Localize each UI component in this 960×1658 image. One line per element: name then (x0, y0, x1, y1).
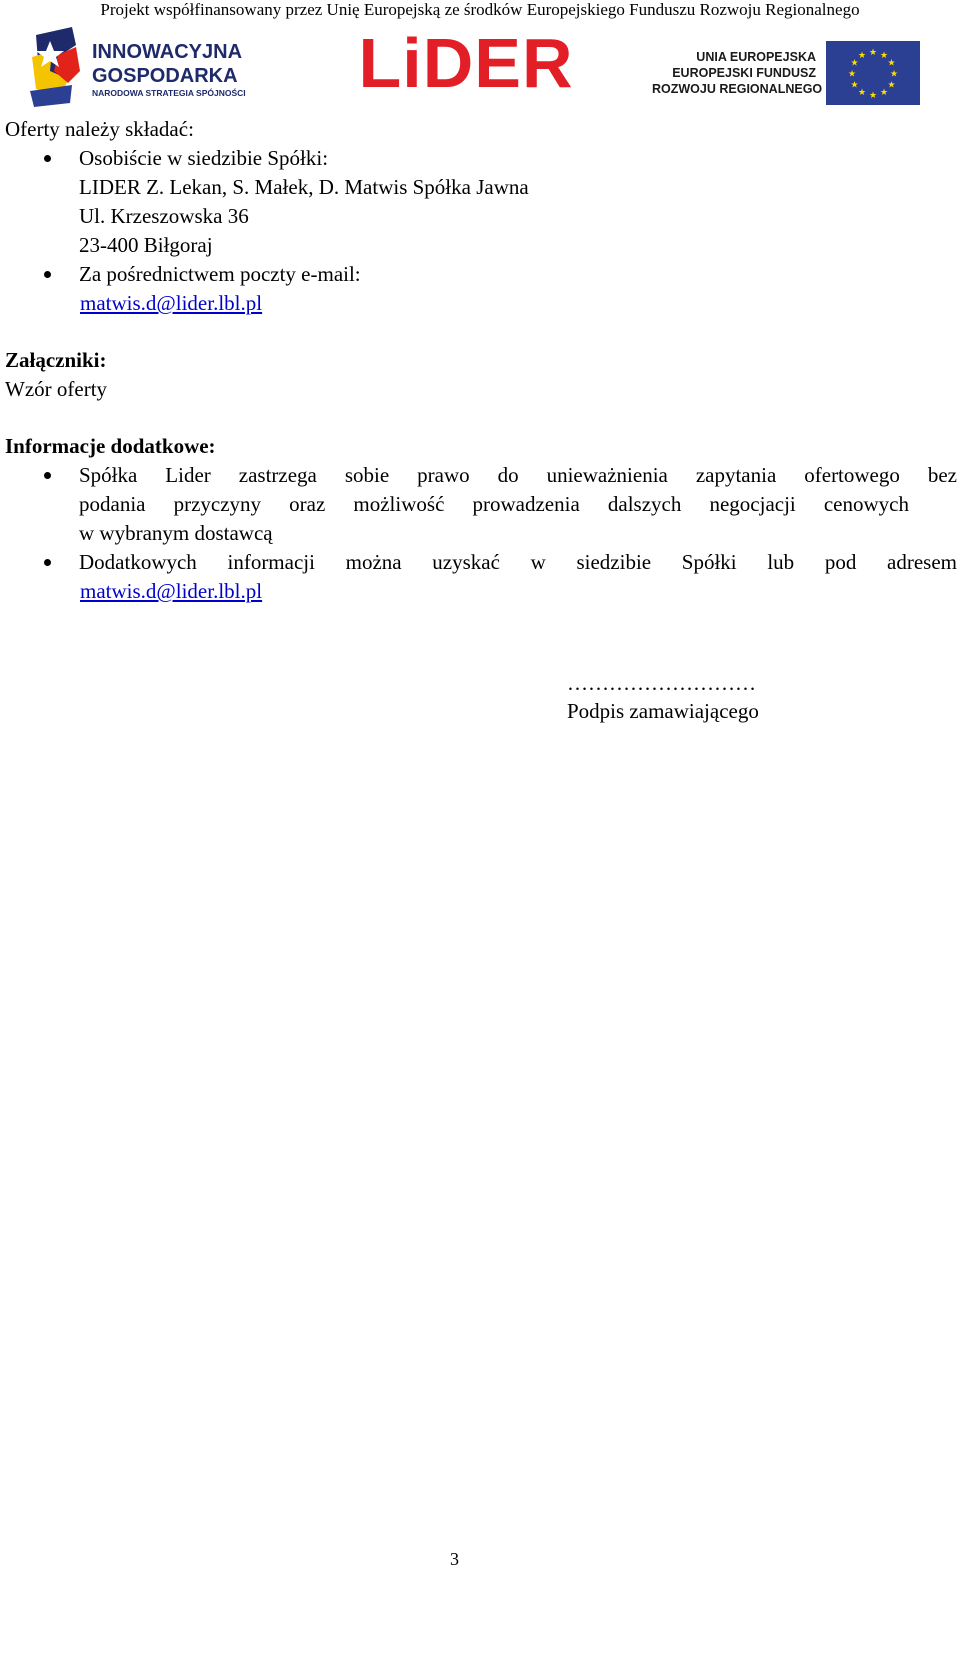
list-item (5, 548, 957, 577)
innowacyjna-gospodarka-logo (28, 27, 284, 109)
offers-email-link[interactable]: matwis.d@lider.lbl.pl (80, 291, 263, 315)
offers-heading: Oferty należy składać: (5, 117, 194, 141)
logo-ig-line1: INNOWACYJNA (92, 41, 243, 63)
svg-text:★: ★ (889, 69, 899, 80)
list-item (5, 260, 957, 289)
additional-item1-line2: podania przyczyny oraz możliwość prowadzenia dalszych negocjacji cenowych (79, 492, 909, 516)
signature-dots: ……………………… (567, 671, 756, 695)
attachments-item: Wzór oferty (5, 377, 108, 401)
additional-item2-line1: Dodatkowych informacji można uzyskać w siedzibie Spółki lub pod adresem (79, 550, 957, 574)
eu-fund-logo (652, 41, 920, 105)
address-line-city: 23-400 Biłgoraj (79, 233, 213, 257)
bullet-icon (44, 155, 51, 162)
svg-text:★: ★ (887, 80, 896, 91)
svg-text:★: ★ (847, 69, 857, 80)
page-number: 3 (450, 1549, 459, 1569)
offers-item-personal: Osobiście w siedzibie Spółki: (79, 146, 329, 170)
additional-item1-line3: w wybranym dostawcą (79, 521, 273, 545)
lider-logo (344, 31, 589, 97)
address-line-company: LIDER Z. Lekan, S. Małek, D. Matwis Spółka Jawna (79, 175, 529, 199)
logo-ig-line3: NARODOWA STRATEGIA SPÓJNOŚCI (92, 88, 246, 98)
bullet-icon (44, 472, 51, 479)
signature-label: Podpis zamawiającego (567, 699, 759, 723)
eu-logo-line3: ROZWOJU REGIONALNEGO (652, 82, 823, 96)
list-item (5, 461, 957, 490)
eu-logo-line1: UNIA EUROPEJSKA (696, 50, 816, 64)
svg-text:★: ★ (879, 88, 889, 98)
lider-logo-text: LiDER (358, 31, 574, 97)
document-body (5, 115, 957, 606)
svg-text:★: ★ (887, 58, 896, 69)
additional-email-link[interactable]: matwis.d@lider.lbl.pl (80, 579, 263, 603)
offers-item-email: Za pośrednictwem poczty e-mail: (79, 262, 361, 286)
svg-text:★: ★ (868, 48, 878, 58)
logo-ig-line2: GOSPODARKA (92, 65, 238, 87)
cofinancing-note: Projekt współfinansowany przez Unię Europejską ze środków Europejskiego Funduszu Rozwoju Regionalnego (100, 0, 860, 19)
svg-text:★: ★ (857, 51, 867, 61)
additional-info-heading: Informacje dodatkowe: (5, 434, 216, 458)
bullet-icon (44, 271, 51, 278)
svg-text:★: ★ (879, 51, 889, 61)
svg-text:★: ★ (868, 91, 878, 101)
list-item (5, 144, 957, 173)
svg-text:★: ★ (850, 58, 859, 69)
bullet-icon (44, 559, 51, 566)
svg-text:★: ★ (850, 80, 859, 91)
eu-logo-line2: EUROPEJSKI FUNDUSZ (672, 66, 816, 80)
svg-text:★: ★ (857, 88, 867, 98)
attachments-heading: Załączniki: (5, 348, 107, 372)
address-line-street: Ul. Krzeszowska 36 (79, 204, 249, 228)
additional-item1-line1: Spółka Lider zastrzega sobie prawo do unieważnienia zapytania ofertowego bez (79, 463, 957, 487)
signature-block (567, 669, 759, 725)
eu-flag-icon (826, 41, 920, 105)
